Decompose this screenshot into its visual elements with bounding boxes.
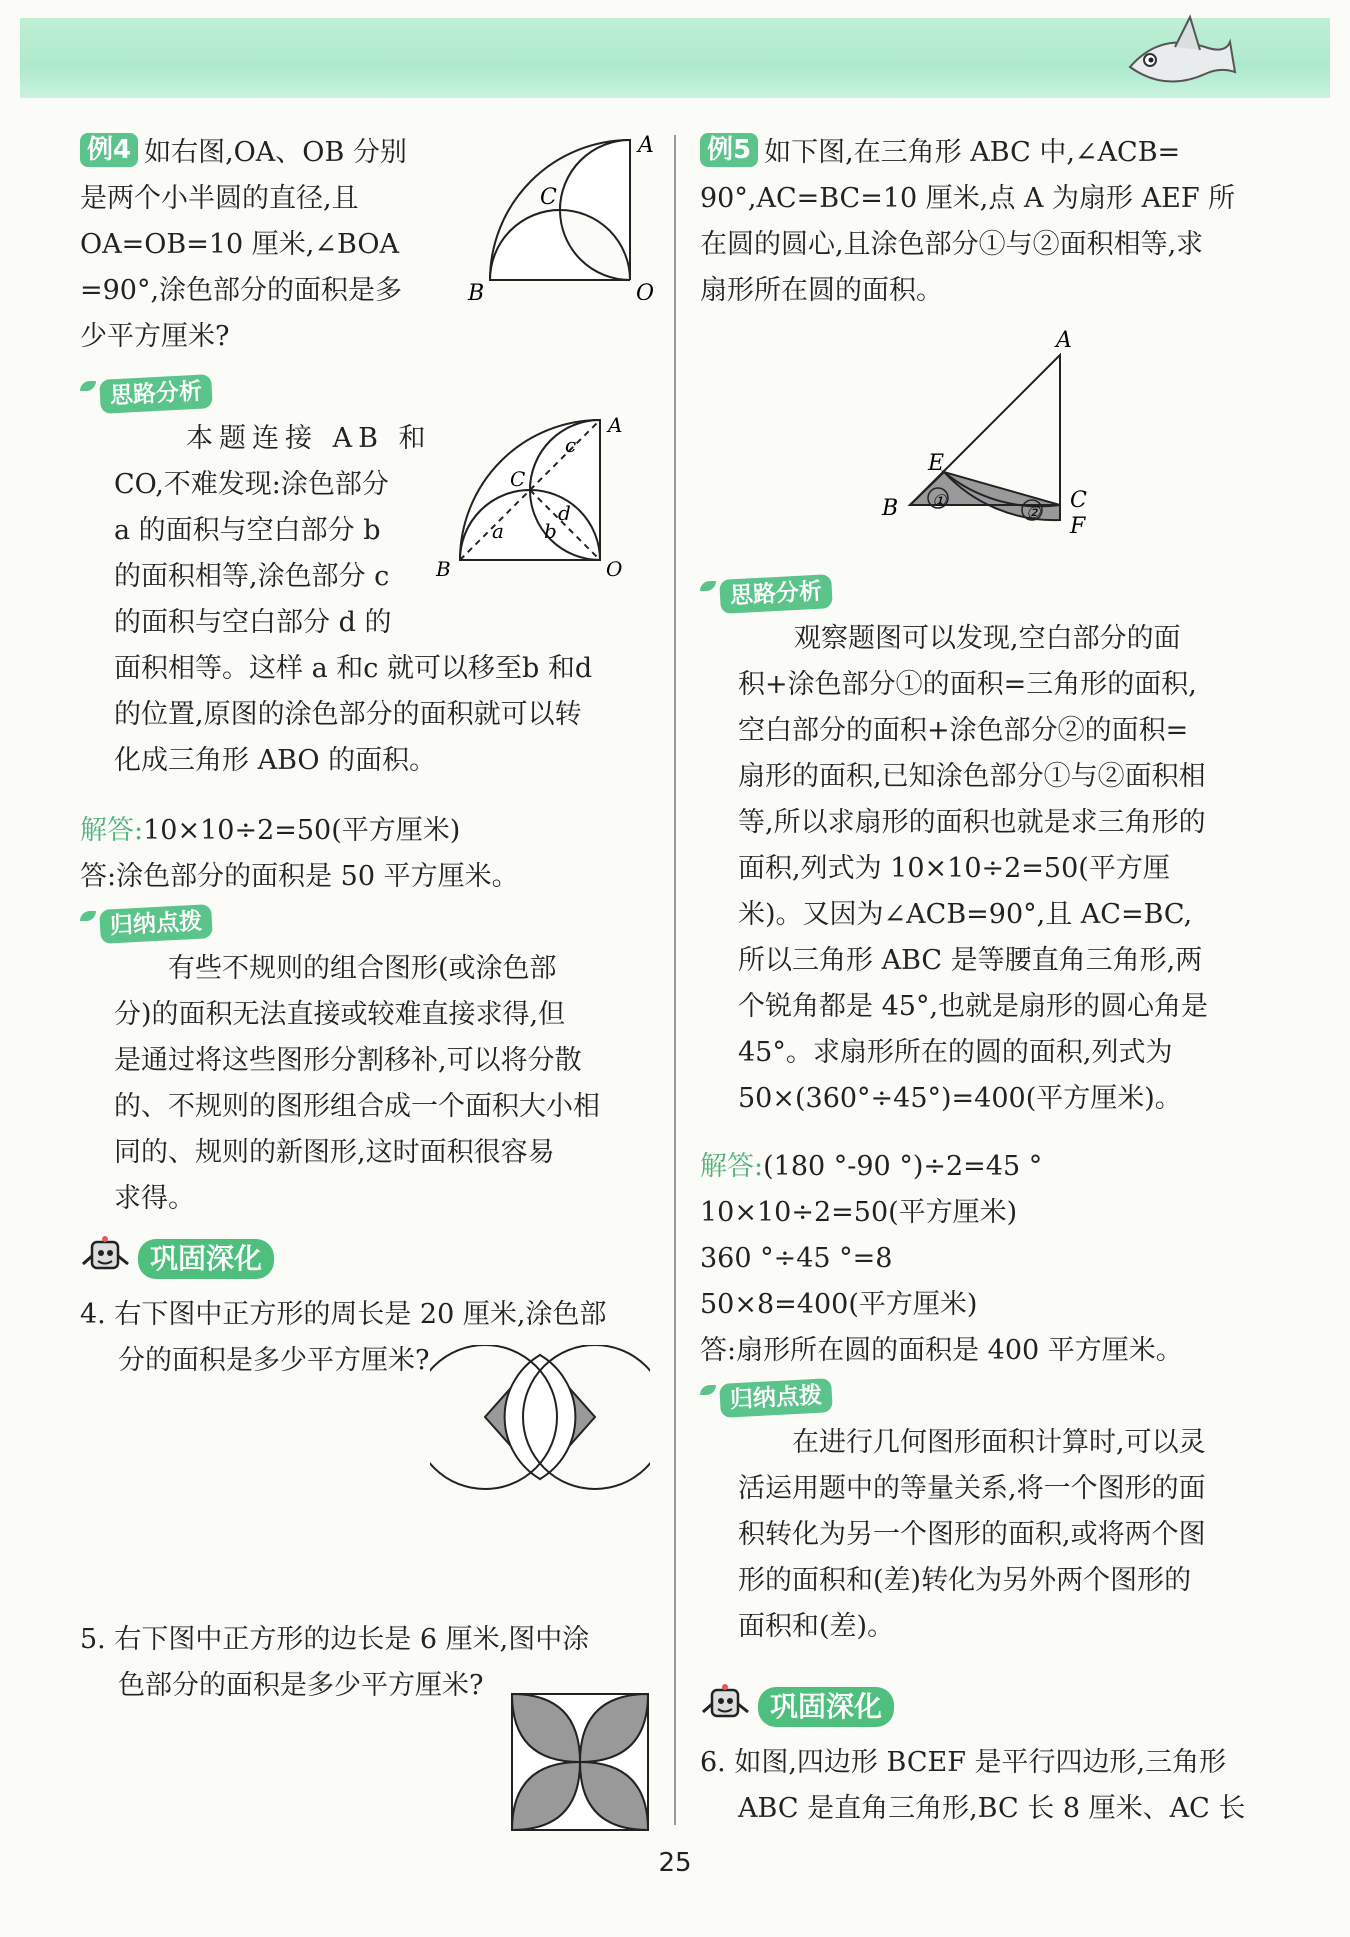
svg-text:b: b	[544, 519, 557, 543]
right-column	[700, 130, 1280, 314]
svg-text:B: B	[436, 557, 451, 580]
consolidate1-heading: 巩固深化	[80, 1236, 660, 1292]
example5: 例5 如下图,在三角形 ABC 中,∠ACB= 90°,AC=BC=10 厘米,点 A 为扇形 AEF 所 在圆的圆心,且涂色部分①与②面积相等,求 扇形所在圆的面积。	[700, 135, 1236, 306]
analysis5-tag: 思路分析	[719, 574, 833, 614]
svg-text:A: A	[638, 133, 654, 158]
svg-text:F: F	[1070, 514, 1086, 539]
svg-text:E: E	[928, 451, 945, 476]
example4: 例4 如右图,OA、OB 分别 是两个小半圆的直径,且 OA=OB=10 厘米,∠BOA =90°,涂色部分的面积是多 少平方厘米?	[80, 135, 407, 352]
analysis4-figure	[430, 410, 630, 580]
q4-figure	[430, 1345, 650, 1495]
page-number: 25	[658, 1848, 692, 1878]
svg-text:①: ①	[932, 491, 947, 510]
svg-text:A: A	[1056, 328, 1072, 353]
svg-text:c: c	[565, 433, 577, 457]
svg-text:C: C	[1070, 488, 1087, 513]
robot-icon	[700, 1684, 752, 1726]
example5-badge: 例5	[700, 133, 758, 167]
svg-text:B: B	[468, 281, 485, 300]
svg-text:C: C	[510, 467, 526, 491]
summary4-tag: 归纳点拨	[99, 904, 213, 944]
consolidate2-heading: 巩固深化	[700, 1684, 1280, 1740]
right-column-lower: 思路分析 观察题图可以发现,空白部分的面 积+涂色部分①的面积=三角形的面积, 空白部分的面积+涂色部分②的面积= 扇形的面积,已知涂色部分①与②面积相 等,所以求扇形的面积也就是求三角形的 面积,列式为 10×10÷2=50(平方厘 米)。又因为∠ACB=90°,且 AC=BC, 所以三角形 ABC 是等腰直角三角形,两 个锐角都是 45°,也就是扇形的圆心角是 45°。求扇形所在的圆的面积,列式为 50×(360°÷45°)=400(平方厘米)。 解答:(180 °-90 °)÷2=45 ° 10×10÷2=50(平方厘米) 360 °÷45 °=8 50×8=400(平方厘米) 答:扇形所在圆的面积是 400 平方厘米。 归纳点拨 在进行几何图形面积计算时,可以灵 活运用题中的等量关系,将一个图形的面 积转化为另一个图形的面积,或将两个图 形的面积和(差)转化为另外两个图形的 面积和(差)。 巩固深化 6. 如图,四边形 BCEF 是平行四边形,三角形 ABC 是直角三角形,BC 长 8 厘米、AC 长	[700, 570, 1280, 1832]
svg-text:O: O	[606, 557, 623, 580]
q5-figure	[510, 1692, 650, 1832]
analysis5-text: 观察题图可以发现,空白部分的面 积+涂色部分①的面积=三角形的面积, 空白部分的面积+涂色部分②的面积= 扇形的面积,已知涂色部分①与②面积相 等,所以求扇形的面积也就是求三角形的 面积,列式为 10×10÷2=50(平方厘 米)。又因为∠ACB=90°,且 AC=BC, 所以三角形 ABC 是等腰直角三角形,两 个锐角都是 45°,也就是扇形的圆心角是 45°。求扇形所在的圆的面积,列式为 50×(360°÷45°)=400(平方厘米)。	[738, 623, 1209, 1114]
robot-icon	[80, 1236, 132, 1278]
svg-text:C: C	[540, 185, 557, 210]
left-column: 例4 如右图,OA、OB 分别 是两个小半圆的直径,且 OA=OB=10 厘米,∠BOA =90°,涂色部分的面积是多 少平方厘米? 思路分析 本题连接 AB 和 CO,不难发现:涂色部分 a 的面积与空白部分 b 的面积相等,涂色部分 c 的面积与空白部分 d 的 面积相等。这样 a 和c 就可以移至b 和d 的位置,原图的涂色部分的面积就可以转 化成三角形 ABO 的面积。 解答:10×10÷2=50(平方厘米) 答:涂色部分的面积是 50 平方厘米。 归纳点拨 有些不规则的组合图形(或涂色部 分)的面积无法直接或较难直接求得,但 是通过将这些图形分割移补,可以将分散 的、不规则的图形组合成一个面积大小相 同的、规则的新图形,这时面积很容易 求得。 巩固深化 4. 右下图中正方形的周长是 20 厘米,涂色部 分的面积是多少平方厘米?	[80, 130, 660, 1384]
svg-text:a: a	[492, 519, 504, 543]
solution4-label: 解答:	[80, 815, 144, 846]
solution5-label: 解答:	[700, 1151, 764, 1182]
example4-figure	[465, 130, 660, 300]
example5-figure	[880, 320, 1100, 550]
example4-badge: 例4	[80, 133, 138, 167]
svg-text:B: B	[882, 496, 899, 521]
svg-text:O: O	[636, 281, 655, 300]
fish-icon	[1120, 12, 1240, 102]
q5: 5. 右下图中正方形的边长是 6 厘米,图中涂 色部分的面积是多少平方厘米?	[80, 1624, 590, 1701]
analysis4-text: 本题连接 AB 和 CO,不难发现:涂色部分 a 的面积与空白部分 b 的面积相等,涂色部分 c 的面积与空白部分 d 的 面积相等。这样 a 和c 就可以移至b 和d 的位置,原图的涂色部分的面积就可以转 化成三角形 ABO 的面积。	[114, 423, 593, 776]
svg-text:②: ②	[1026, 503, 1041, 522]
summary5-tag: 归纳点拨	[719, 1378, 833, 1418]
analysis4-tag: 思路分析	[99, 374, 213, 414]
svg-text:d: d	[558, 501, 571, 525]
summary5-text: 在进行几何图形面积计算时,可以灵 活运用题中的等量关系,将一个图形的面 积转化为另一个图形的面积,或将两个图 形的面积和(差)转化为另外两个图形的 面积和(差)。	[738, 1427, 1206, 1642]
svg-text:A: A	[608, 413, 623, 437]
summary4-text: 有些不规则的组合图形(或涂色部 分)的面积无法直接或较难直接求得,但 是通过将这些图形分割移补,可以将分散 的、不规则的图形组合成一个面积大小相 同的、规则的新图形,这时面积很容易 求得。	[114, 953, 600, 1214]
column-divider	[674, 135, 676, 1825]
